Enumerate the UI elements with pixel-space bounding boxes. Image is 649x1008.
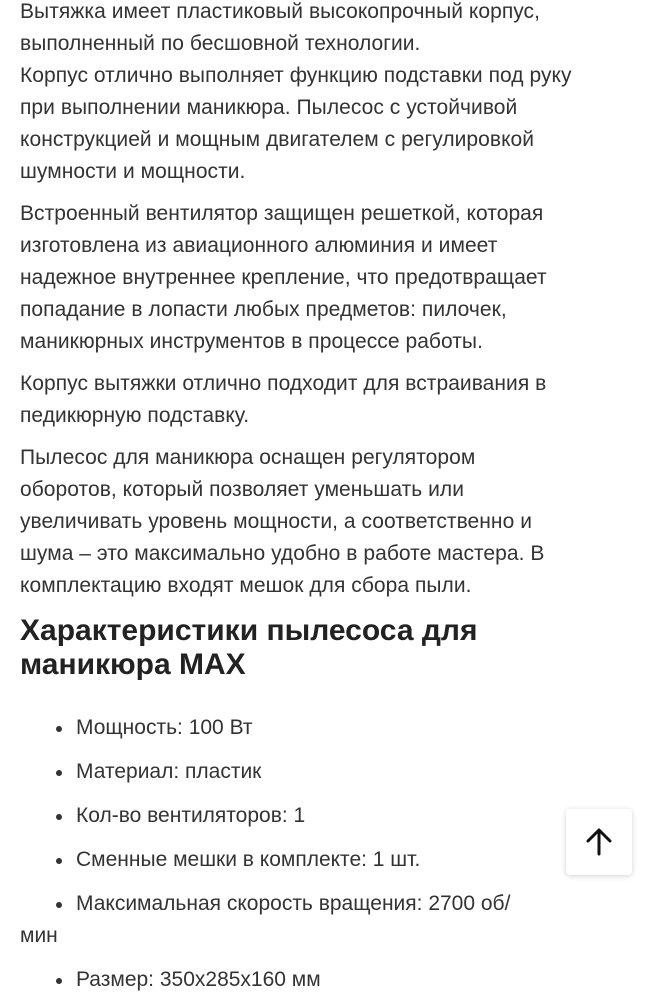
spec-item — [20, 756, 620, 788]
bullet-icon — [56, 814, 62, 820]
arrow-up-icon — [584, 827, 614, 857]
spec-text: Кол-во вентиляторов: 1 — [76, 804, 306, 827]
spec-text: Максимальная скорость вращения: 2700 об/ мин — [20, 892, 511, 947]
spec-item — [20, 964, 620, 996]
spec-text: Сменные мешки в комплекте: 1 шт. — [76, 848, 421, 871]
specs-heading: Характеристики пылесоса для маникюра MAX — [20, 614, 478, 681]
bullet-icon — [56, 978, 62, 984]
bullet-icon — [56, 726, 62, 732]
description-paragraph: Встроенный вентилятор защищен решеткой, которая изготовлена из авиационного алюминия и имеет надежное внутреннее крепление, что предотвращает попадание в лопасти любых предметов: пилочек, маникюрных инструментов в процессе работы. — [20, 202, 547, 353]
bullet-icon — [56, 770, 62, 776]
description-paragraph: Корпус вытяжки отлично подходит для встраивания в педикюрную подставку. — [20, 372, 547, 427]
description-paragraph: Вытяжка имеет пластиковый высокопрочный корпус, выполненный по бесшовной технологии. Корпус отлично выполняет функцию подставки под руку при выполнении маникюра. Пылесос с устойчивой конструкцией и мощным двигателем с регулировкой шумности и мощности. — [20, 0, 572, 183]
bullet-icon — [56, 858, 62, 864]
spec-text: Размер: 350x285x160 мм — [76, 968, 321, 991]
spec-item — [20, 888, 620, 952]
spec-text: Мощность: 100 Вт — [76, 716, 253, 739]
specs-list — [20, 712, 620, 996]
scroll-to-top-button[interactable] — [566, 809, 632, 875]
spec-item — [20, 844, 620, 876]
spec-item — [20, 712, 620, 744]
article-content — [20, 0, 620, 1008]
description-paragraph: Пылесос для маникюра оснащен регулятором оборотов, который позволяет уменьшать или увеличивать уровень мощности, а соответственно и шума – это максимально удобно в работе мастера. В комплектацию входят мешок для сбора пыли. — [20, 446, 545, 597]
bullet-icon — [56, 902, 62, 908]
spec-item — [20, 800, 620, 832]
spec-text: Материал: пластик — [76, 760, 262, 783]
